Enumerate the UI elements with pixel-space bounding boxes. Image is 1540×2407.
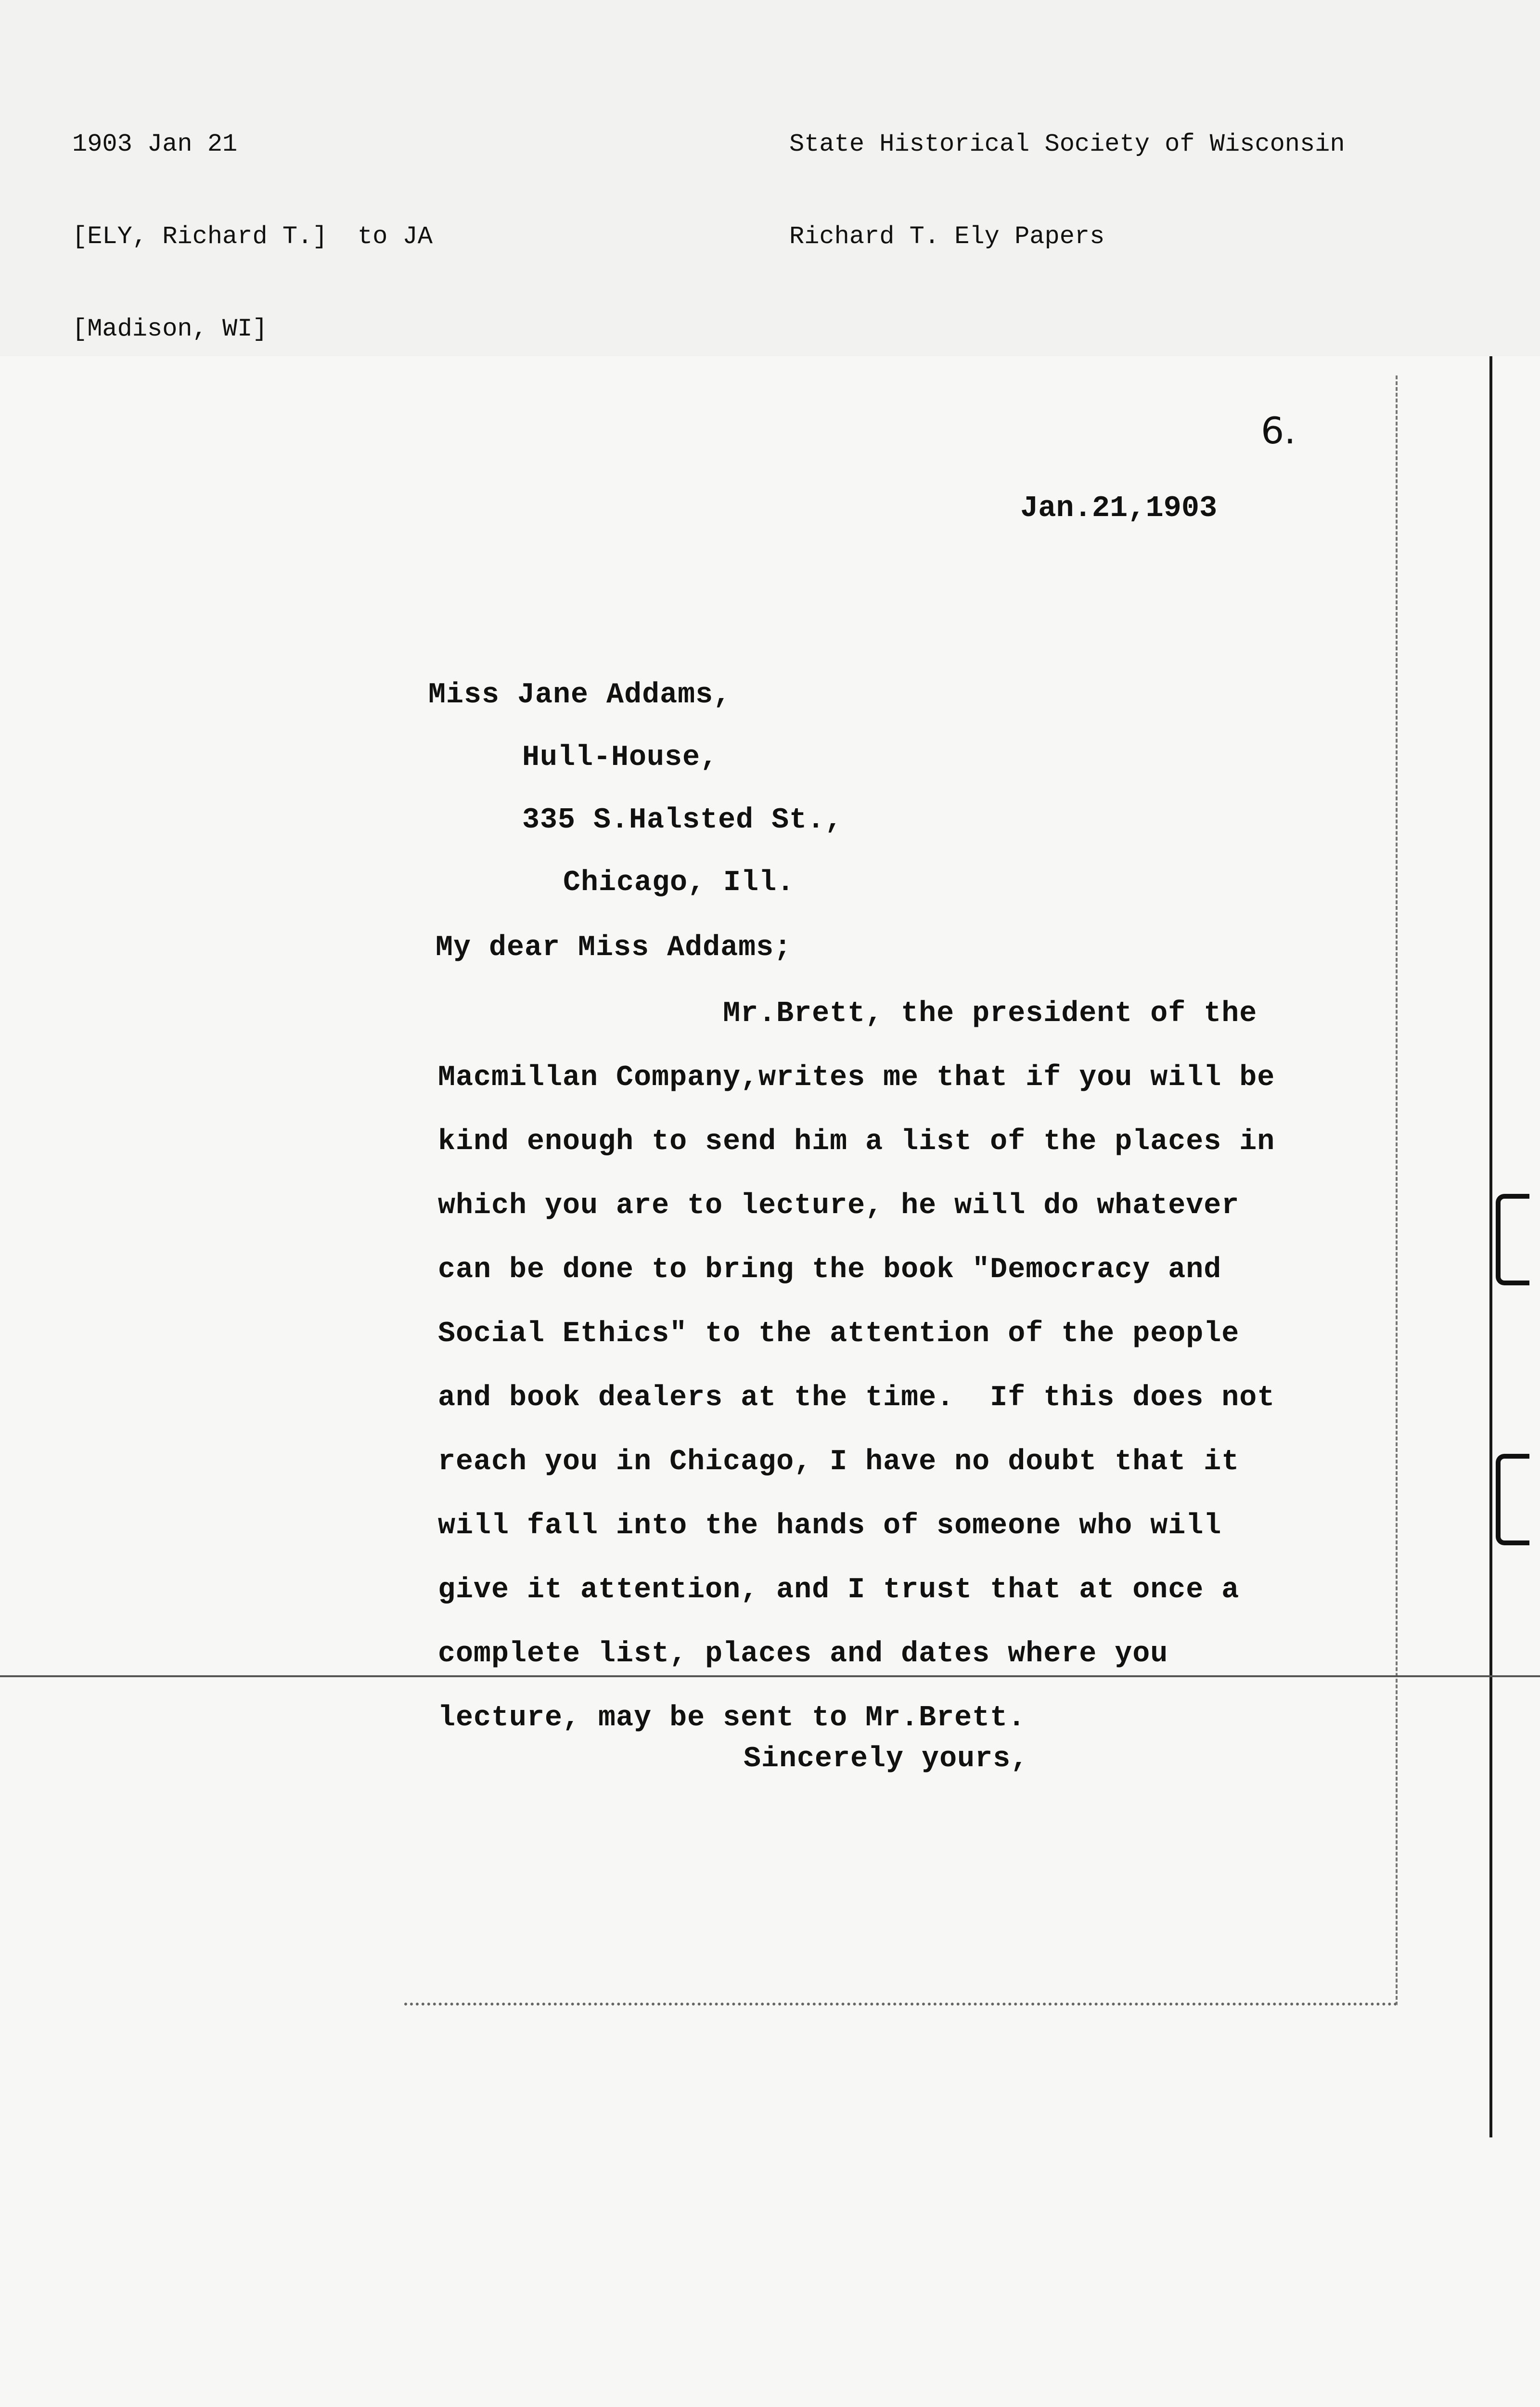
body-line: reach you in Chicago, I have no doubt that it [438, 1446, 1240, 1478]
salutation: My dear Miss Addams; [436, 932, 792, 964]
body-line: will fall into the hands of someone who will [438, 1510, 1222, 1542]
meta-correspondents: [ELY, Richard T.] to JA [72, 222, 433, 251]
recipient-city: Chicago, Ill. [563, 867, 795, 899]
meta-date: 1903 Jan 21 [72, 130, 238, 158]
body-line: complete list, places and dates where you [438, 1638, 1168, 1670]
meta-repository: State Historical Society of Wisconsin [789, 130, 1345, 158]
sheet-edge [1489, 356, 1492, 2137]
recipient-organization: Hull-House, [522, 741, 719, 774]
meta-collection: Richard T. Ely Papers [789, 222, 1105, 251]
binder-clip-mark [1496, 1454, 1529, 1545]
body-line: Mr.Brett, the president of the [438, 997, 1258, 1030]
meta-place: [Madison, WI] [72, 315, 268, 343]
archive-header [0, 0, 1540, 356]
body-line: Macmillan Company,writes me that if you will be [438, 1061, 1275, 1094]
body-line: which you are to lecture, he will do whatever [438, 1190, 1240, 1222]
body-line: and book dealers at the time. If this does not [438, 1382, 1275, 1414]
letter-date: Jan.21,1903 [1020, 491, 1218, 525]
closing: Sincerely yours, [744, 1743, 1029, 1775]
letter-body [438, 982, 1352, 1750]
body-line: lecture, may be sent to Mr.Brett. [438, 1702, 1026, 1734]
body-line: can be done to bring the book "Democracy and [438, 1254, 1222, 1286]
body-line: give it attention, and I trust that at once a [438, 1574, 1240, 1606]
page-number: 6. [1261, 409, 1296, 452]
recipient-street: 335 S.Halsted St., [522, 804, 843, 837]
body-line: Social Ethics" to the attention of the people [438, 1318, 1240, 1350]
archive-metadata-right [789, 67, 1345, 314]
binder-clip-mark [1496, 1194, 1529, 1285]
body-line: kind enough to send him a list of the places in [438, 1126, 1275, 1158]
recipient-name: Miss Jane Addams, [428, 679, 732, 712]
